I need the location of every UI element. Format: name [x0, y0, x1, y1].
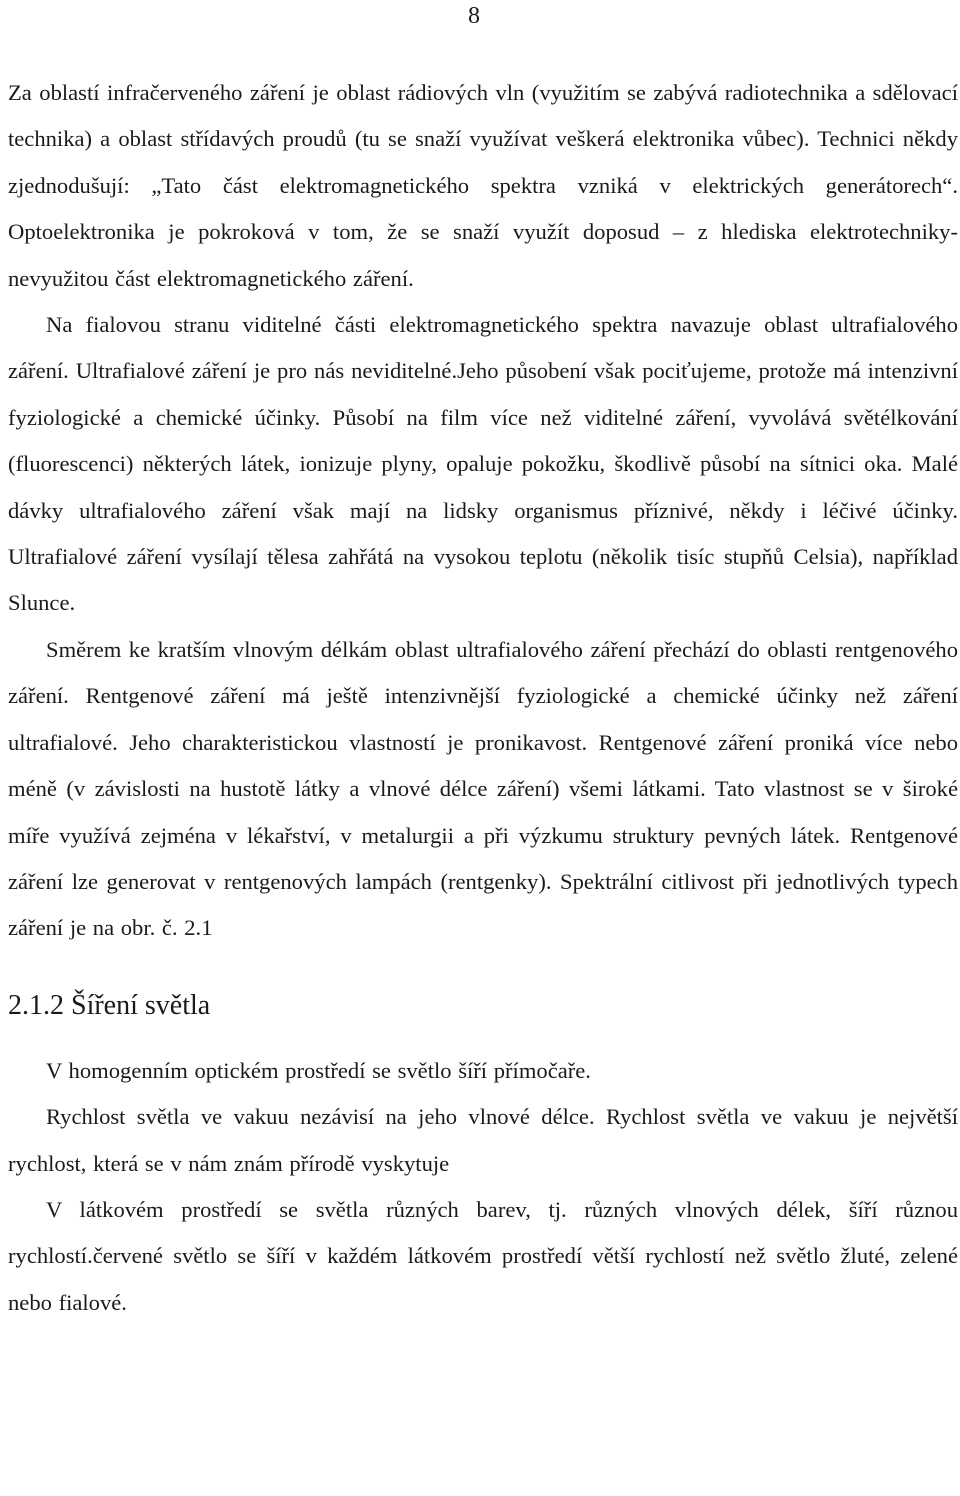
- section-heading: 2.1.2 Šíření světla: [8, 989, 211, 1021]
- paragraph-xray: Směrem ke kratším vlnovým délkám oblast ultrafialového záření přechází do oblasti rentgenového záření. Rentgenové záření má ještě intenzivnější fyziologické a chemické účinky než záření ultrafialové. Jeho charakteristickou vlastností je pronikavost. Rentgenové záření proniká více nebo méně (v závislosti na hustotě látky a vlnové délce záření) všemi látkami. Tato vlastnost se v široké míře využívá zejména v lékařství, v metalurgii a při výzkumu struktury pevných látek. Rentgenové záření lze generovat v rentgenových lampách (rentgenky). Spektrální citlivost při jednotlivých typech záření je na obr. č. 2.1: [8, 636, 958, 941]
- paragraph-radio-waves: Za oblastí infračerveného záření je oblast rádiových vln (využitím se zabývá radiotechnika a sdělovací technika) a oblast střídavých proudů (tu se snaží využívat veškerá elektronika vůbec). Technici někdy zjednodušují: „Tato část elektromagnetického spektra vzniká v elektrických generátorech“. Optoelektronika je pokroková v tom, že se snaží využít doposud – z hlediska elektrotechniky- nevyužitou část elektromagnetického záření.: [8, 80, 958, 291]
- paragraph-ultraviolet: Na fialovou stranu viditelné části elektromagnetického spektra navazuje oblast ultrafialového záření. Ultrafialové záření je pro nás neviditelné.Jeho působení však pociťujeme, protože má intenzivní fyziologické a chemické účinky. Působí na film více než viditelné záření, vyvolává světélkování (fluorescenci) některých látek, ionizuje plyny, opaluje pokožku, škodlivě působí na sítnici oka. Malé dávky ultrafialového záření však mají na lidsky organismus příznivé, někdy i léčivé účinky. Ultrafialové záření vysílají tělesa zahřátá na vysokou teplotu (několik tisíc stupňů Celsia), například Slunce.: [8, 312, 958, 616]
- paragraph-medium-speed: V látkovém prostředí se světla různých barev, tj. různých vlnových délek, šíří různou rychlostí.červené světlo se šíří v každém látkovém prostředí větší rychlostí než světlo žluté, zelené nebo fialové.: [8, 1196, 958, 1315]
- paragraph-vacuum-speed: Rychlost světla ve vakuu nezávisí na jeho vlnové délce. Rychlost světla ve vakuu je největší rychlost, která se v nám znám přírodě vyskytuje: [8, 1104, 958, 1176]
- page-number: 8: [468, 3, 480, 29]
- paragraph-homogeneous: V homogenním optickém prostředí se světlo šíří přímočaře.: [46, 1057, 591, 1083]
- document-body: [8, 70, 958, 1326]
- section-body: [8, 1048, 958, 1326]
